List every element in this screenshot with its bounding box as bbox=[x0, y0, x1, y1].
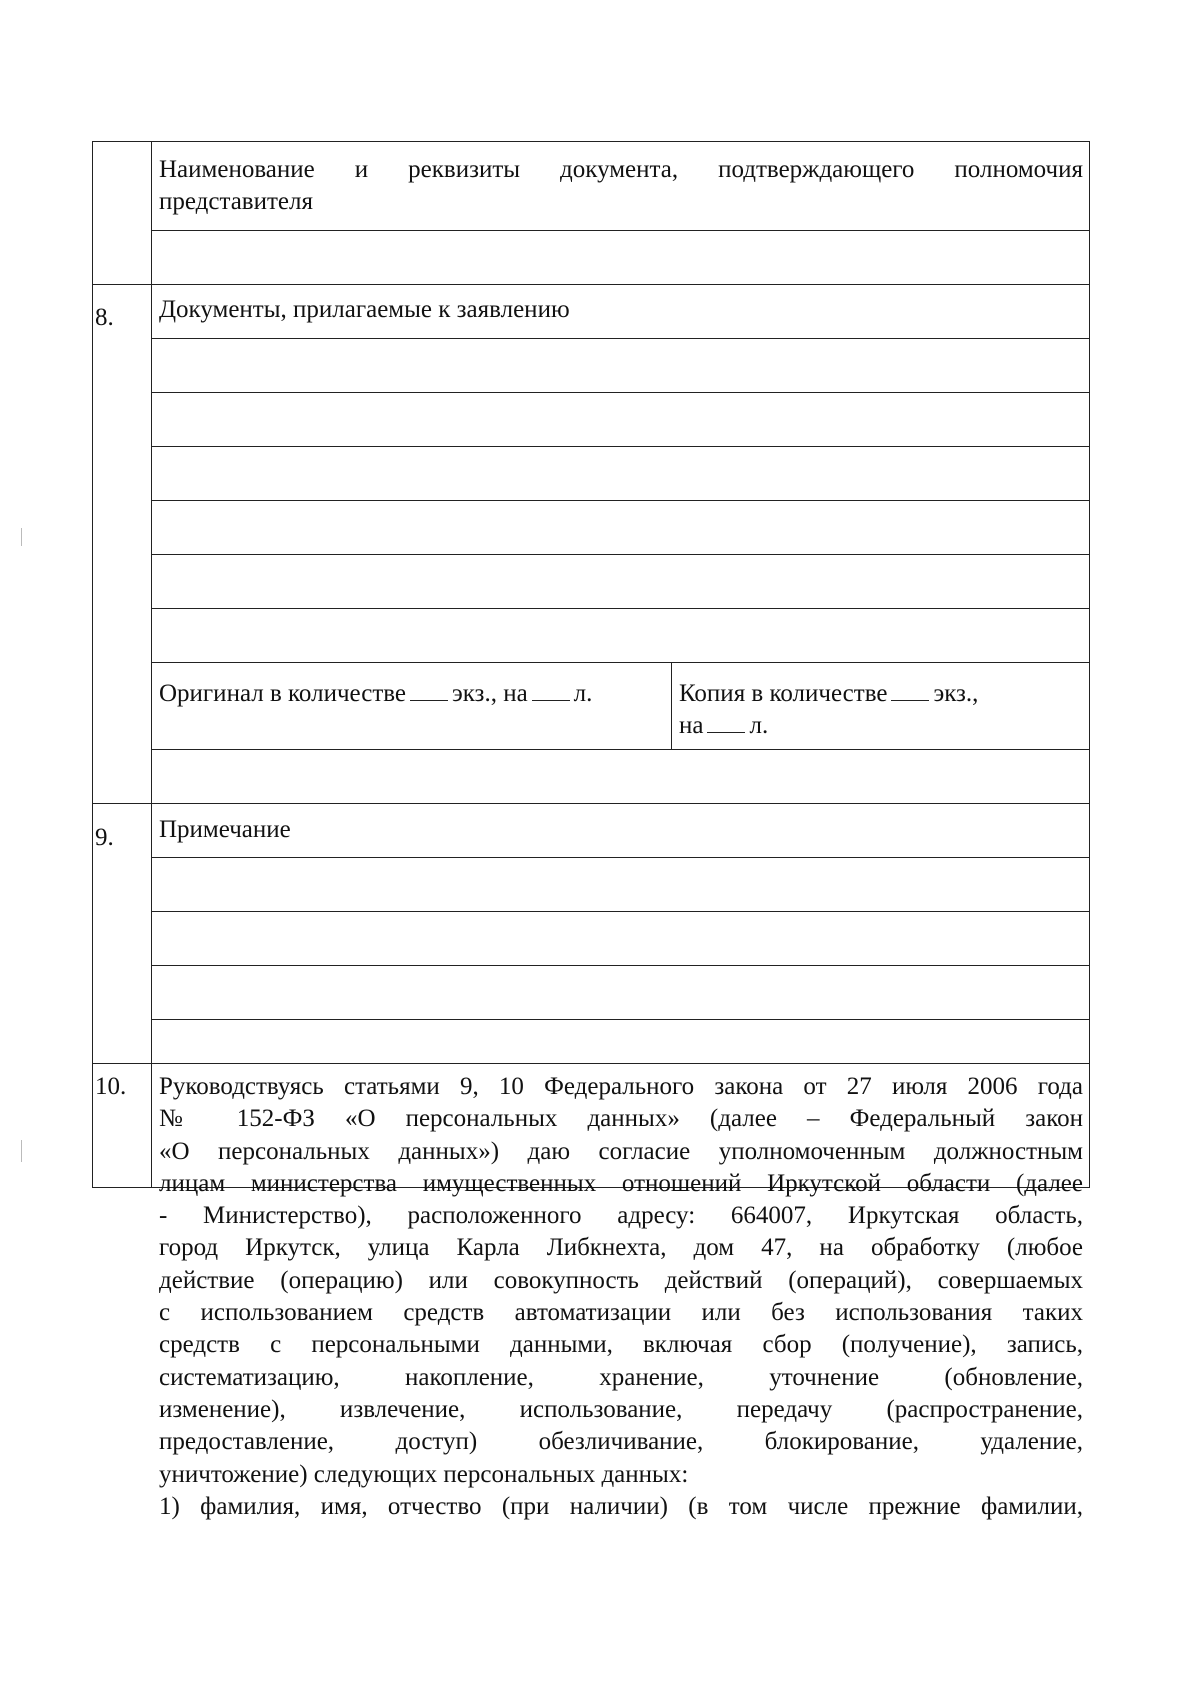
consent-line: 1) фамилия, имя, отчество (при наличии) (в том числе прежние фамилии, bbox=[159, 1492, 1083, 1520]
note-line-1[interactable] bbox=[153, 859, 1089, 909]
attached-document-line-1[interactable] bbox=[153, 340, 1089, 390]
consent-line: Руководствуясь статьями 9, 10 Федерального закона от 27 июля 2006 года bbox=[159, 1073, 1083, 1100]
row-divider bbox=[151, 1019, 1089, 1020]
representative-document-field[interactable] bbox=[153, 232, 1089, 282]
note-line-3[interactable] bbox=[153, 967, 1089, 1017]
attached-document-line-4[interactable] bbox=[153, 502, 1089, 552]
section-divider bbox=[93, 1063, 1089, 1064]
section-divider bbox=[93, 284, 1089, 285]
note-label: Примечание bbox=[159, 816, 291, 843]
consent-line: систематизацию, накопление, хранение, уточнение (обновление, bbox=[159, 1363, 1083, 1391]
attached-document-line-6[interactable] bbox=[153, 610, 1089, 660]
scan-margin-mark bbox=[21, 1140, 22, 1162]
original-sheets-blank[interactable] bbox=[532, 682, 570, 701]
row-divider bbox=[151, 662, 1089, 663]
copy-sheets-blank[interactable] bbox=[707, 714, 745, 733]
row-number-8: 8. bbox=[95, 304, 114, 331]
consent-line: средств с персональными данными, включая сбор (получение), запись, bbox=[159, 1331, 1083, 1359]
attached-document-line-5[interactable] bbox=[153, 556, 1089, 606]
row-divider bbox=[151, 392, 1089, 393]
section-divider bbox=[93, 803, 1089, 804]
consent-line: № 152-ФЗ «О персональных данных» (далее – Федеральный закон bbox=[159, 1105, 1083, 1133]
original-copy-divider bbox=[671, 662, 672, 749]
row-divider bbox=[151, 338, 1089, 339]
note-line-4[interactable] bbox=[153, 1021, 1089, 1061]
copy-count-text: Копия в количестве экз., bbox=[679, 680, 979, 707]
number-column-divider bbox=[151, 142, 152, 1187]
consent-line: изменение), извлечение, использование, передачу (распространение, bbox=[159, 1395, 1083, 1423]
consent-line: действие (операцию) или совокупность действий (операций), совершаемых bbox=[159, 1266, 1083, 1294]
consent-line: - Министерство), расположенного адресу: 664007, Иркутская область, bbox=[159, 1202, 1083, 1230]
original-count-text: Оригинал в количестве экз., на л. bbox=[159, 680, 593, 707]
original-copies-blank[interactable] bbox=[410, 682, 448, 701]
row-divider bbox=[151, 500, 1089, 501]
row-divider bbox=[151, 911, 1089, 912]
row-number-10: 10. bbox=[95, 1073, 127, 1100]
row-divider bbox=[151, 965, 1089, 966]
note-line-2[interactable] bbox=[153, 913, 1089, 963]
consent-line: «О персональных данных») даю согласие уполномоченным должностным bbox=[159, 1137, 1083, 1165]
consent-line: уничтожение) следующих персональных данных: bbox=[159, 1460, 689, 1488]
consent-line: лицам министерства имущественных отношений Иркутской области (далее bbox=[159, 1169, 1083, 1197]
attached-document-line-3[interactable] bbox=[153, 448, 1089, 498]
scan-margin-mark bbox=[21, 528, 22, 546]
row-divider bbox=[151, 230, 1089, 231]
row-divider bbox=[151, 749, 1089, 750]
representative-document-label: Наименование и реквизиты документа, подтверждающего полномочия bbox=[159, 156, 1083, 183]
row-divider bbox=[151, 446, 1089, 447]
representative-document-label-cont: представителя bbox=[159, 188, 313, 215]
application-form-table bbox=[92, 141, 1090, 1520]
attached-documents-extra-line[interactable] bbox=[153, 751, 1089, 801]
consent-line: предоставление, доступ) обезличивание, блокирование, удаление, bbox=[159, 1428, 1083, 1456]
copy-sheets-text: на л. bbox=[679, 712, 769, 739]
attached-document-line-2[interactable] bbox=[153, 394, 1089, 444]
consent-line: с использованием средств автоматизации или без использования таких bbox=[159, 1299, 1083, 1327]
personal-data-consent-text bbox=[159, 1071, 1083, 1523]
consent-line: город Иркутск, улица Карла Либкнехта, дом 47, на обработку (любое bbox=[159, 1234, 1083, 1262]
row-divider bbox=[151, 554, 1089, 555]
row-divider bbox=[151, 857, 1089, 858]
attached-documents-label: Документы, прилагаемые к заявлению bbox=[159, 296, 570, 323]
copy-copies-blank[interactable] bbox=[891, 682, 929, 701]
row-divider bbox=[151, 608, 1089, 609]
row-number-9: 9. bbox=[95, 824, 114, 851]
